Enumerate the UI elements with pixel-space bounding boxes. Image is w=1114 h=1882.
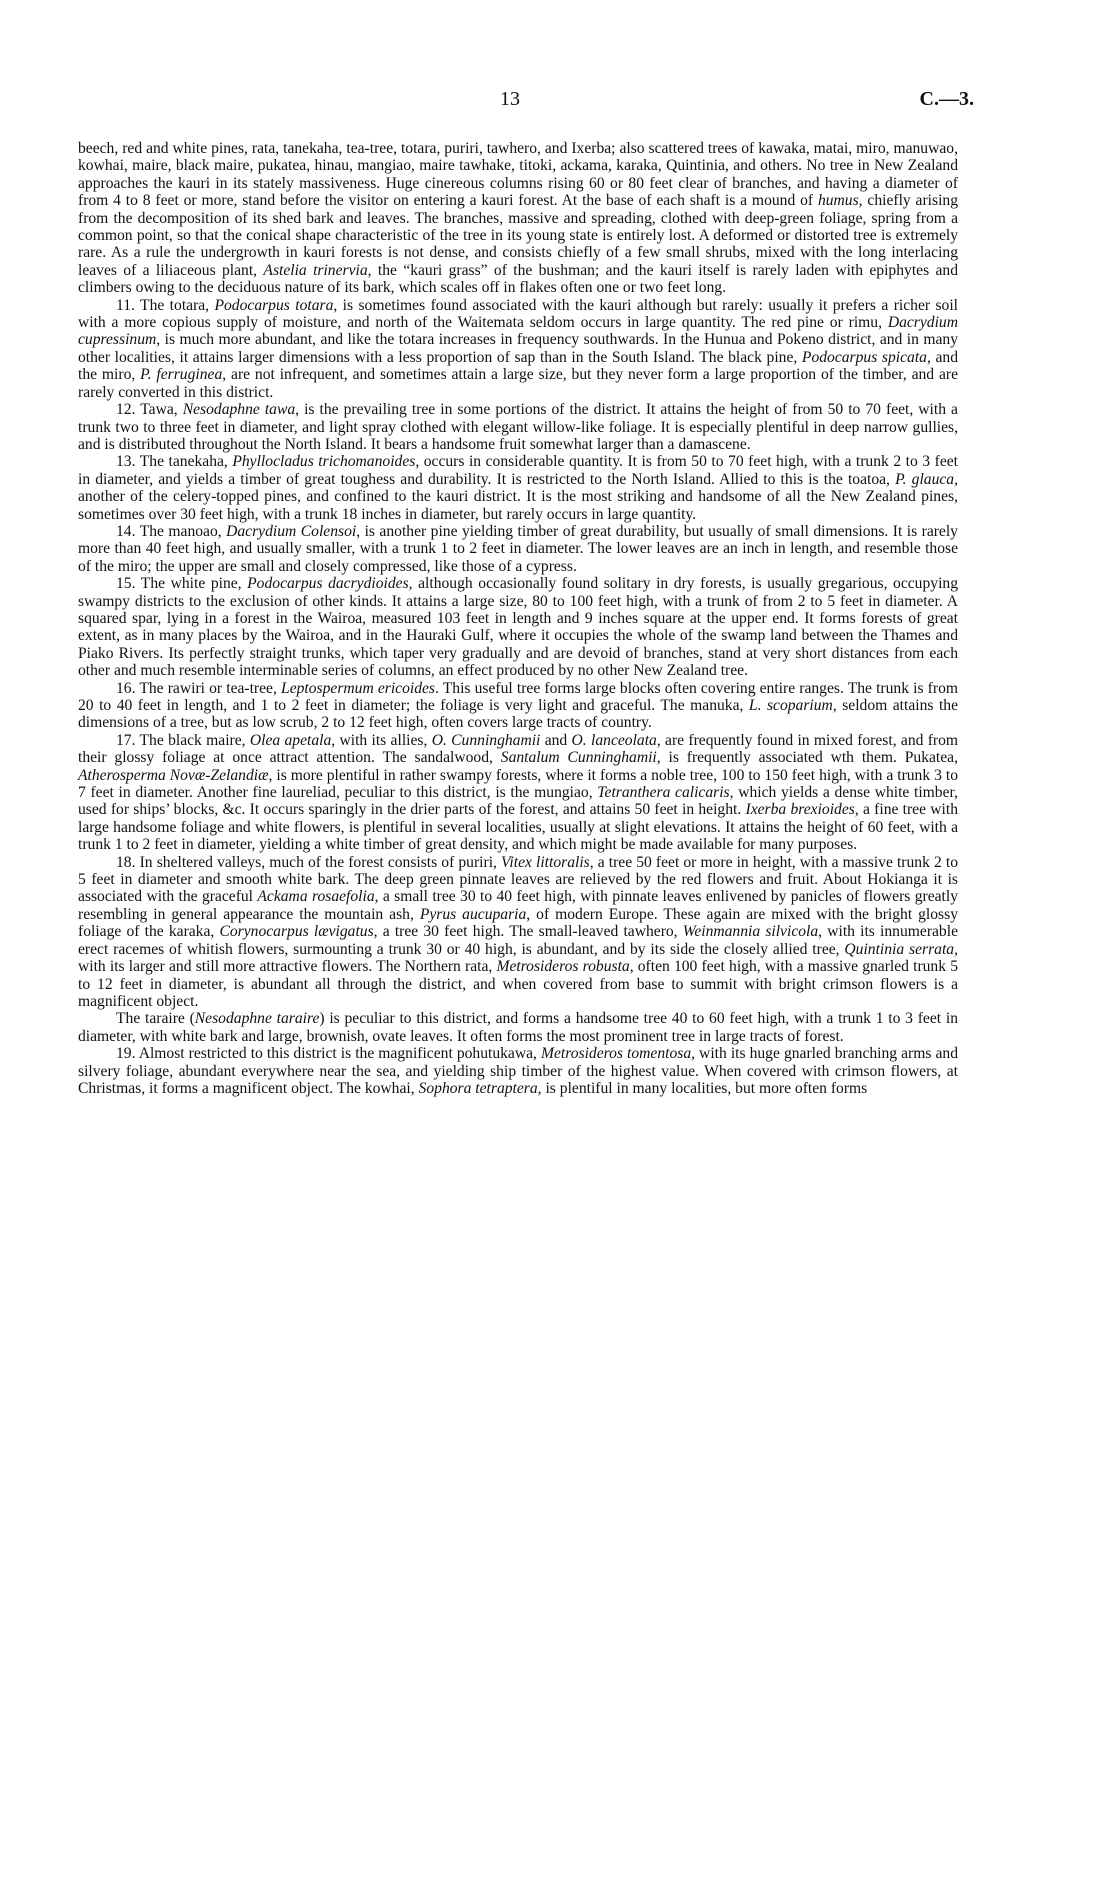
italic-term: Metrosideros robusta	[496, 958, 630, 976]
text-run: , with its huge gnarled branching arms and silvery foliage, abundant everywhere near the sea, and yielding ship timber of the highest value. When covered with crimson flowers, at Christmas, it forms a magnificent object. The kowhai,	[78, 1045, 958, 1097]
text-run: The manoao,	[139, 522, 227, 540]
italic-term: Nesodaphne taraire	[194, 1010, 320, 1028]
italic-term: Sophora tetraptera	[418, 1079, 538, 1097]
italic-term: Leptospermum ericoides	[281, 679, 436, 697]
page-number: 13	[500, 88, 520, 110]
italic-term: Dacrydium cupressinum	[78, 314, 958, 349]
italic-term: Vitex littoralis	[501, 853, 590, 871]
text-run: , is plentiful in many localities, but more often forms	[537, 1079, 868, 1097]
paragraph	[78, 1045, 958, 1097]
text-run: , often 100 feet high, with a massive gnarled trunk 5 to 12 feet in diameter, is abundant all through the district, and when covered from base to summit with bright crimson flowers is a magnificent object.	[78, 958, 958, 1010]
text-run: , with its innumerable erect racemes of whitish flowers, surmounting a trunk 30 or 40 high, is abundant, and by its side the closely allied tree,	[78, 923, 958, 958]
italic-term: L. scoparium	[748, 697, 833, 714]
text-run: , and the miro,	[78, 348, 959, 384]
text-run: The tanekaha,	[139, 453, 233, 471]
text-run: , occurs in considerable quantity. It is from 50 to 70 feet high, with a trunk 2 to 3 feet in diameter, and yields a timber of great toughess and durability. It is restricted to the North Island. Allied to this is the toatoa,	[78, 453, 958, 488]
italic-term: Podocarpus spicata	[801, 348, 927, 366]
text-run: , seldom attains the dimensions of a tree, but as low scrub, 2 to 12 feet high, often covers large tracts of country.	[78, 697, 958, 732]
paragraph-number: 15.	[116, 575, 136, 593]
text-run: The white pine,	[140, 575, 248, 593]
italic-term: Astelia trinervia	[263, 261, 368, 279]
text-run: The taraire (	[116, 1010, 195, 1028]
text-run: , is more plentiful in rather swampy forests, where it forms a noble tree, 100 to 150 feet high, with a trunk 3 to 7 feet in diameter. Another fine laureliad, peculiar to this district, is the mungiao,	[78, 766, 958, 802]
italic-term: Dacrydium Colensoi	[226, 522, 357, 540]
italic-term: Olea apetala	[249, 731, 332, 749]
paragraph	[78, 453, 958, 523]
text-run: and	[540, 731, 572, 749]
paragraph-number: 11.	[116, 296, 135, 314]
text-run: , another of the celery-topped pines, and confined to the kauri district. It is the most striking and handsome of all the New Zealand pines, sometimes over 30 feet high, with a trunk 18 inches in diameter, but rarely occurs in large quantity.	[78, 470, 958, 523]
italic-term: Weinmannia silvicola	[682, 923, 819, 941]
paragraph-number: 17.	[116, 731, 136, 749]
text-run: , the “kauri grass” of the bushman; and the kauri itself is rarely laden with epiphytes and climbers owing to the deciduous nature of its bark, which scales off in flakes often one or two feet long.	[78, 261, 959, 297]
italic-term: Atherosperma Novæ-Zelandiæ	[78, 766, 269, 784]
text-run: In sheltered valleys, much of the forest consists of puriri,	[139, 853, 502, 871]
italic-term: Pyrus aucuparia	[419, 905, 527, 923]
text-run: , is the prevailing tree in some portions of the district. It attains the height of from 50 to 70 feet, with a trunk two to three feet in diameter, and light spray clothed with elegant willow-like foliage. It is especially plentiful in deep narrow gullies, and is distributed throughout the North Island. It bears a handsome fruit somewhat larger than a damascene.	[78, 401, 958, 453]
text-run: The black maire,	[139, 731, 250, 749]
paragraph	[78, 401, 958, 453]
italic-term: Ixerba brexioides	[745, 801, 855, 819]
page-header	[0, 88, 1114, 118]
paragraph-number: 18.	[116, 853, 136, 871]
text-run: , with its allies,	[331, 731, 432, 749]
italic-term: humus	[817, 192, 859, 210]
text-run: , is much more abundant, and like the totara increases in frequency southwards. In the Hunua and Pokeno district, and in many other localities, it attains larger dimensions with a less proportion of sap than in the South Island. The black pine,	[78, 331, 958, 366]
paragraph	[78, 854, 958, 1011]
italic-term: P. glauca	[895, 470, 955, 488]
paragraph-number: 13.	[116, 453, 136, 471]
text-run: , a tree 30 feet high. The small-leaved tawhero,	[373, 923, 683, 941]
paragraph	[78, 140, 958, 297]
text-run: , are not infrequent, and sometimes attain a large size, but they never form a large proportion of the timber, and are rarely converted in this district.	[78, 366, 958, 401]
italic-term: Podocarpus dacrydioides	[247, 575, 409, 593]
paragraph	[78, 575, 958, 679]
paragraph-number: 19.	[116, 1045, 136, 1063]
text-run: . This useful tree forms large blocks often covering entire ranges. The trunk is from 20 to 40 feet in length, and 1 to 2 feet in diameter; the foliage is very light and graceful. The manuka,	[78, 679, 958, 714]
text-run: , chiefly arising from the decomposition of its shed bark and leaves. The branches, massive and spreading, clothed with deep-green foliage, spring from a common point, so that the conical shape characteristic of the tree in its young state is entirely lost. A deformed or distorted tree is extremely rare. As a rule the undergrowth in kauri forests is not dense, and consists chiefly of a few small shrubs, mixed with the long interlacing leaves of a liliaceous plant,	[78, 192, 958, 279]
paragraph	[78, 680, 958, 732]
text-run: , is sometimes found associated with the kauri although but rarely: usually it prefers a richer soil with a more copious supply of moisture, and north of the Waitemata seldom occurs in large quantity. The red pine or rimu,	[78, 296, 958, 332]
italic-term: Ackama rosaefolia	[257, 888, 375, 906]
paragraph-number: 12.	[116, 401, 136, 419]
italic-term: P. ferruginea	[140, 366, 223, 384]
italic-term: Tetranthera calicaris	[597, 784, 730, 802]
italic-term: O. Cunninghamii	[431, 731, 541, 749]
text-run: , is frequently associated wth them. Pukatea,	[656, 749, 959, 767]
text-run: , are frequently found in mixed forest, and from their glossy foliage at once attract attention. The sandalwood,	[78, 731, 959, 767]
text-run: , a tree 50 feet or more in height, with a massive trunk 2 to 5 feet in diameter and smooth white bark. The deep green pinnate leaves are relieved by the red flowers and fruit. About Hokianga it is associated with the graceful	[78, 853, 958, 906]
italic-term: O. lanceolata	[571, 731, 657, 749]
paragraph	[78, 1010, 958, 1045]
text-run: Tawa,	[140, 401, 183, 419]
text-run: ) is peculiar to this district, and forms a handsome tree 40 to 60 feet high, with a trunk 1 to 3 feet in diameter, with white bark and large, brownish, ovate leaves. It often forms the most prominent tree in large tracts of forest.	[78, 1010, 958, 1045]
text-run: , although occasionally found solitary in dry forests, is usually gregarious, occupying swampy districts to the exclusion of other kinds. It attains a large size, 80 to 100 feet high, with a trunk of from 2 to 5 feet in diameter. A squared spar, lying in a forest in the Wairoa, measured 103 feet in length and 9 inches square at the upper end. It forms forests of great extent, as in many places by the Wairoa, and in the Hauraki Gulf, where it occupies the whole of the swamp land between the Thames and Piako Rivers. Its perfectly straight trunks, which taper very gradually and are devoid of branches, stand at very short distances from each other and much resemble interminable series of columns, an effect produced by no other New Zealand tree.	[78, 575, 958, 680]
text-run: , a small tree 30 to 40 feet high, with pinnate leaves enlivened by panicles of flowers greatly resembling in general appearance the mountain ash,	[78, 888, 958, 923]
text-run: Almost restricted to this district is the magnificent pohutukawa,	[138, 1045, 541, 1063]
paragraph	[78, 297, 958, 401]
body-text	[78, 140, 958, 1097]
italic-term: Quintinia serrata	[844, 940, 955, 958]
text-run: , which yields a dense white timber, used for ships’ blocks, &c. It occurs sparingly in the drier parts of the forest, and attains 50 feet in height.	[78, 784, 958, 819]
text-run: , a fine tree with large handsome foliage and white flowers, is plentiful in several localities, usually at slight elevations. It attains the height of 60 feet, with a trunk 1 to 2 feet in diameter, yielding a white timber of great density, and which might be made available for many purposes.	[78, 801, 959, 854]
paragraph-number: 14.	[116, 522, 136, 540]
text-run: , with its larger and still more attractive flowers. The Northern rata,	[78, 940, 958, 976]
text-run: The rawiri or tea-tree,	[139, 679, 282, 697]
text-run: , of modern Europe. These again are mixed with the bright glossy foliage of the karaka,	[78, 905, 958, 941]
italic-term: Phyllocladus trichomanoides	[232, 453, 416, 471]
paragraph	[78, 732, 958, 854]
paragraph-number: 16.	[116, 679, 136, 697]
italic-term: Corynocarpus lævigatus	[219, 923, 374, 941]
text-run: beech, red and white pines, rata, tanekaha, tea-tree, totara, puriri, tawhero, and Ixerba; also scattered trees of kawaka, matai, miro, manuwao, kowhai, maire, black maire, pukatea, hinau, mangiao, maire tawhake, titoki, ackama, karaka, Quintinia, and others. No tree in New Zealand approaches the kauri in its stately massiveness. Huge cinereous columns rising 60 or 80 feet clear of branches, and having a diameter of from 4 to 8 feet or more, stand before the visitor on entering a kauri forest. At the base of each shaft is a mound of	[78, 140, 958, 210]
paragraph	[78, 523, 958, 575]
italic-term: Nesodaphne tawa	[182, 401, 296, 419]
italic-term: Metrosideros tomentosa	[540, 1045, 692, 1063]
italic-term: Santalum Cunninghamii	[500, 749, 657, 767]
document-reference: C.—3.	[919, 88, 974, 110]
text-run: The totara,	[140, 296, 215, 314]
italic-term: Podocarpus totara	[214, 296, 334, 314]
text-run: , is another pine yielding timber of great durability, but usually of small dimensions. It is rarely more than 40 feet high, and usually smaller, with a trunk 1 to 2 feet in diameter. The lower leaves are an inch in length, and resemble those of the miro; the upper are small and closely compressed, like those of a cypress.	[78, 522, 958, 575]
